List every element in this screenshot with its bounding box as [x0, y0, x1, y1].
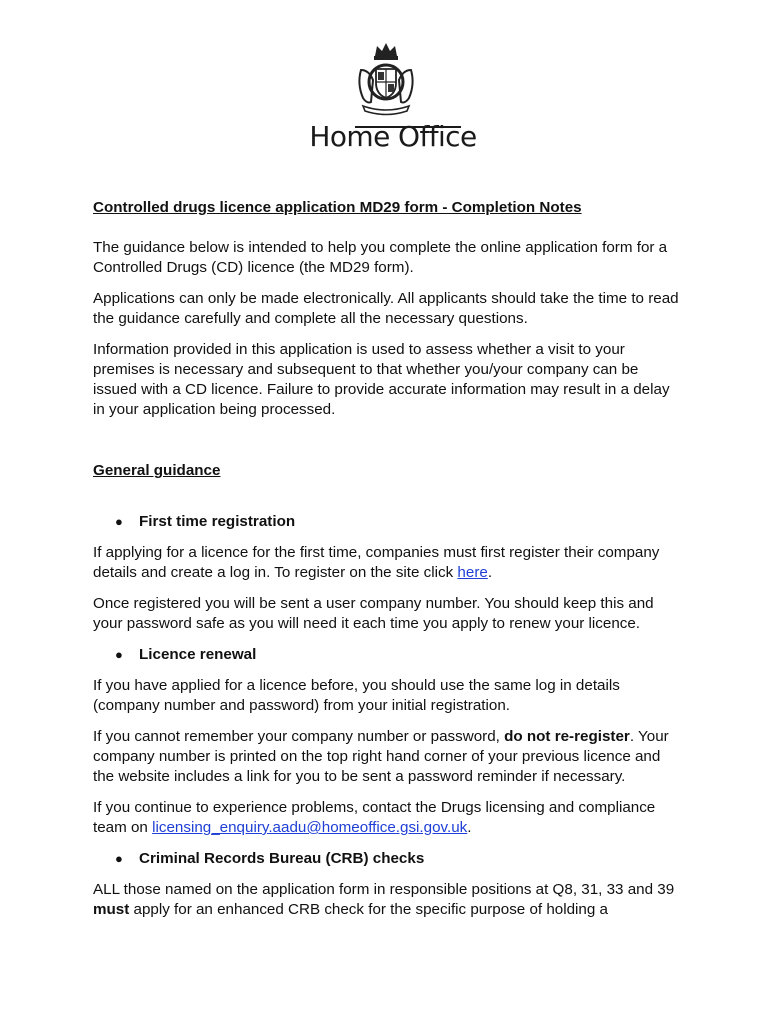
- first-time-text: If applying for a licence for the first time, companies must first register their company details and create a log in. To register on the site click: [93, 544, 660, 581]
- licensing-email-link[interactable]: licensing_enquiry.aadu@homeoffice.gsi.gov.uk: [152, 819, 468, 836]
- crb-heading: Criminal Records Bureau (CRB) checks: [139, 850, 425, 867]
- renewal-paragraph-2: [93, 727, 683, 787]
- bullet-icon: ●: [115, 851, 123, 866]
- renewal-heading: Licence renewal: [139, 646, 257, 663]
- first-time-paragraph-2: Once registered you will be sent a user company number. You should keep this and your password safe as you will need it each time you apply to renew your licence.: [93, 595, 654, 632]
- crb-text: ALL those named on the application form in responsible positions at Q8, 31, 33 and 39: [93, 881, 675, 898]
- do-not-reregister-text: do not re-register: [504, 728, 630, 745]
- first-time-heading: First time registration: [139, 513, 296, 530]
- contact-text: If you continue to experience problems, contact the Drugs licensing and compliance team on: [93, 799, 656, 836]
- bullet-crb-checks: [93, 849, 683, 869]
- bullet-icon: ●: [115, 514, 123, 529]
- intro-paragraph-3: Information provided in this application is used to assess whether a visit to your premises is necessary and subsequent to that whether you/your company can be issued with a CD licence. Failure to provide accurate information may result in a delay in your application being processed.: [93, 341, 670, 418]
- home-office-logo: Home Office: [309, 120, 477, 153]
- bullet-first-time-registration: [93, 512, 683, 532]
- crb-text-end: apply for an enhanced CRB check for the specific purpose of holding a: [129, 901, 608, 918]
- document-body: [93, 198, 683, 931]
- bullet-licence-renewal: [93, 645, 683, 665]
- must-text: must: [93, 901, 130, 918]
- crb-paragraph-1: [93, 880, 683, 920]
- intro-paragraph-1: The guidance below is intended to help you complete the online application form for a Controlled Drugs (CD) licence (the MD29 form).: [93, 239, 668, 276]
- intro-paragraph-2: Applications can only be made electronically. All applicants should take the time to read the guidance carefully and complete all the necessary questions.: [93, 290, 679, 327]
- renewal-paragraph-1: If you have applied for a licence before, you should use the same log in details (company number and password) from your initial registration.: [93, 677, 620, 714]
- bullet-icon: ●: [115, 647, 123, 662]
- register-here-link[interactable]: here: [457, 564, 488, 581]
- first-time-paragraph-1: [93, 543, 683, 583]
- first-time-text-end: .: [487, 564, 493, 581]
- renewal-text-end: . Your company number is printed on the top right hand corner of your previous licence and the website includes a link for you to be sent a password reminder if necessary.: [93, 728, 669, 785]
- document-title: Controlled drugs licence application MD29 form - Completion Notes: [93, 199, 582, 216]
- contact-text-end: .: [467, 819, 472, 836]
- royal-crest-icon: [355, 40, 417, 116]
- renewal-text: If you cannot remember your company number or password,: [93, 728, 505, 745]
- renewal-paragraph-3: [93, 798, 683, 838]
- general-guidance-heading: General guidance: [93, 462, 221, 479]
